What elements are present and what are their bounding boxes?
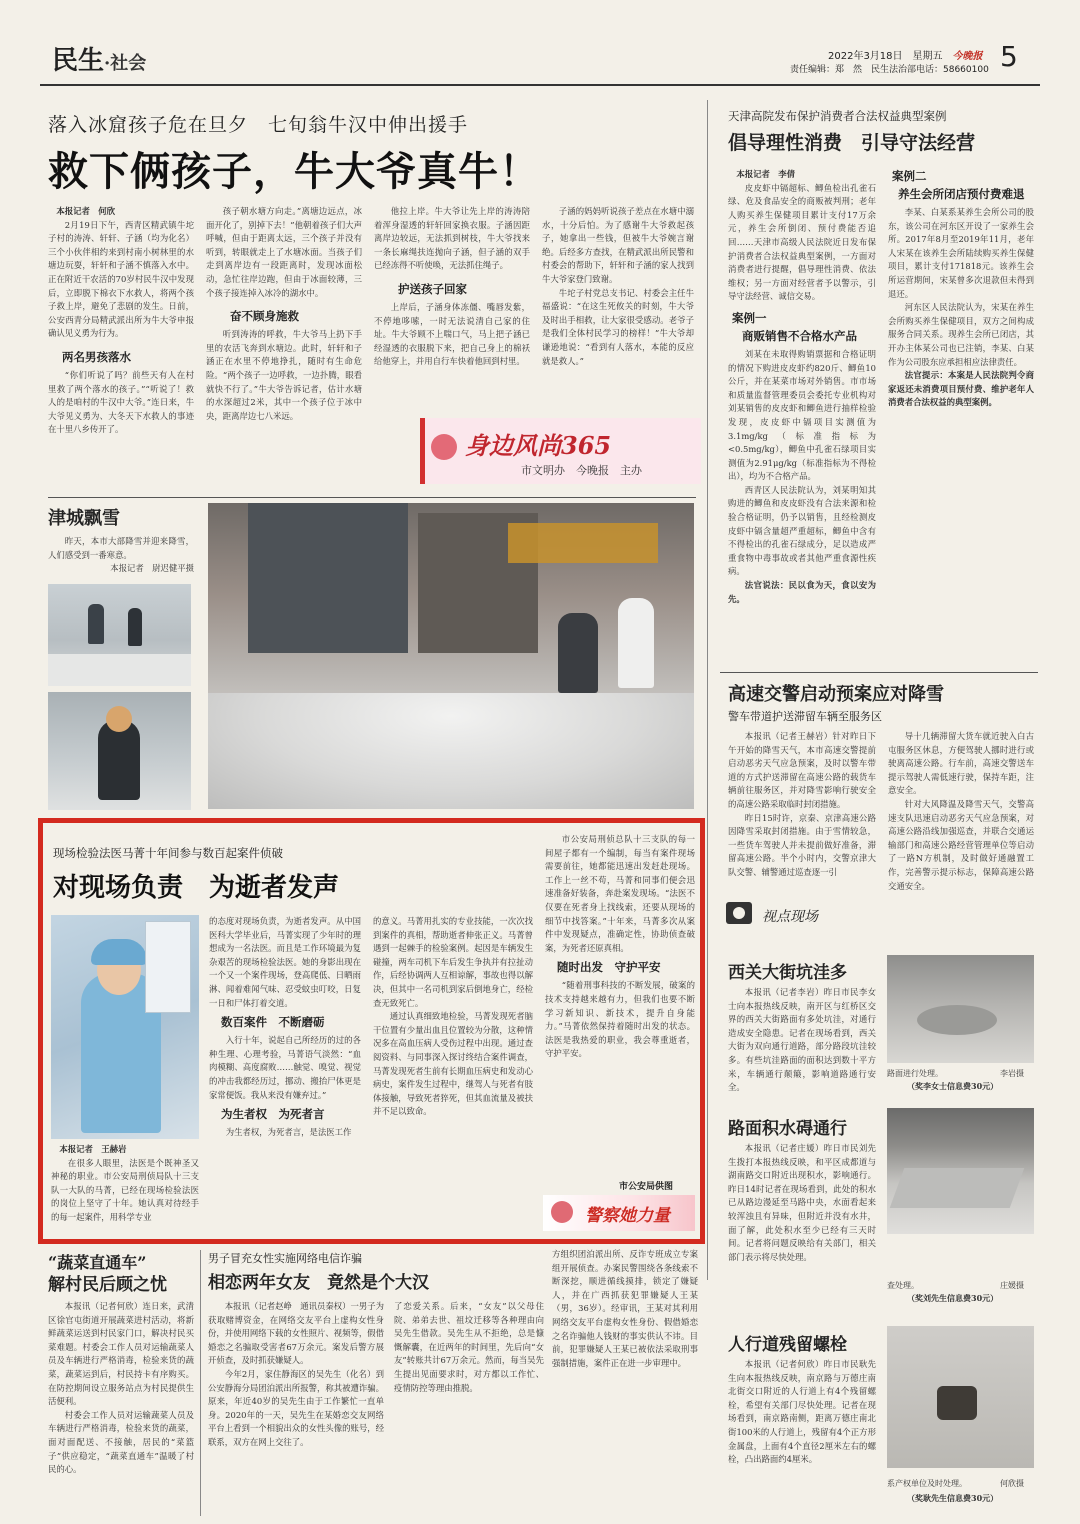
case2-text: 李某、白某系某养生会所公司的股东，该公司在河东区开设了一家养生会所。2017年8月至2019年11月，老年人宋某在该养生会所陆续购买养生保健项目，累计支付171818元。该养生会所运营期间，宋某曾多次退款但未得到退还。 (888, 207, 1034, 299)
scene-label-text: 视点现场 (762, 909, 818, 925)
highway-subhead: 警车带道护送滞留车辆至服务区 (728, 710, 882, 723)
case1-text: 刘某在未取得购销票据和合格证明的情况下购进皮皮虾约820斤、鲫鱼10公斤，并在某菜市场对外销售。市市场和质量监督管理委员会委托专业机构对刘某销售的皮皮虾和鲫鱼进行抽样检验发现，皮皮虾中镉项目实测值为3.1mg/kg（标准指标为<0.5mg/kg），鲫鱼中孔雀石绿项目实测值为2.91μg/kg（标准指标为不得检出），均为不合格产品。 (728, 348, 876, 482)
case1-text2: 西青区人民法院认为，刘某明知其购进的鲫鱼和皮皮虾没有合法来源和检验合格证明，仍予以销售，且经检测皮皮虾中镉含量超严重超标，鲫鱼中含有不得检出的孔雀石绿成分，足以造成严重食物中毒事故或者其他严重食源性疾病。 (728, 484, 876, 577)
police-col1b: 入行十年，说起自己所经历的过的各种生理、心理考验，马菁语气淡然：“血肉模糊、高度腐败……触觉、嗅觉、视觉的冲击我都经历过，挪动、搬抬尸体更是家常便饭。我从来没有嫌弃过。” (209, 1035, 361, 1100)
veg-text2: 村委会工作人员对运输蔬菜人员及车辆进行严格消毒，检验来货的蔬菜，面对面配送、不接触，居民的“菜篮子”供应稳定，“蔬菜直通车”温暖了村民的心。 (48, 1409, 194, 1475)
veg-text: 本报讯（记者何欣）连日来，武清区徐官屯街道开展蔬菜进村活动，将新鲜蔬菜运送到村民家门口，解决村民买菜难题。村委会工作人员对运输蔬菜人员及车辆进行严格消毒，检验来货的蔬菜，蔬菜运到后，村民持卡有序购买。在防控期间设立服务站点为村民提供生活便利。 (48, 1301, 194, 1407)
issue-date: 2022年3月18日 (828, 51, 903, 62)
lead-col3-text: 他拉上岸。牛大爷让先上岸的涛涛陪着浑身湿透的轩轩回家换衣服。子涵因距离岸边较远，无法抓到树枝，牛大爷找来一条长麻绳扶连抛向子涵，但子涵的双手已经冻得不听使唤，无法抓住绳子。 (374, 206, 530, 271)
police-reporter: 本报记者 王赫岩 (59, 1144, 127, 1154)
consumer-intro: 皮皮虾中镉超标、鲫鱼检出孔雀石绿、危及食品安全的商贩被判刑；老年人购买养生保健项目累计支付17万余元，养生会所倒闭、预付费能否追回……天津市高级人民法院近日发布保护消费者合法权益典型案例，一方面对消费者进行提醒，倡导理性消费、依法维权；另一方面对经营者予以警示，引导守法经营、诚信交易。 (728, 182, 876, 302)
jishui-credit: 庄媛摄 (1000, 1281, 1024, 1290)
lead-col-2 (206, 205, 362, 423)
issue-weekday: 星期五 (912, 51, 943, 62)
highway-text-1: 本报讯（记者王赫岩）针对昨日下午开始的降雪天气，本市高速交警提前启动恶劣天气应急预案，及时以警车带道的方式护送滞留在高速公路的载货车辆前往服务区，并对降雪影响行驶安全的高速公路采取临时封闭措施。 (728, 731, 876, 809)
police-intro: 在很多人眼里，法医是个既神圣又神秘的职业。市公安局刑侦局队十三支队一大队的马菁，已经在现场检验法医的岗位上坚守了十年。她认真对待经手的每一起案件，用科学专业 (51, 1157, 199, 1222)
highway-col-1 (728, 730, 876, 882)
luoshuan-photo (887, 1326, 1034, 1468)
snow-photo-street (48, 584, 191, 686)
page-header (0, 0, 1080, 92)
police-col2b: 通过认真细致地检验，马菁发现死者脑干位置有少量出血且位置较为分散，这种情况多在高血压病人受伤过程中出现。通过查阅资料、与同事深入探讨终结合案件调查，马菁发现死者生前有长期血压病史和发动心病史，案件发生过程中，继驾人与死者有肢体接触，导致死者猝死，但其血流量及被扶并不足以致命。 (373, 1011, 533, 1117)
case1-title: 商贩销售不合格水产品 (742, 328, 857, 343)
lead-kicker: 落入冰窟孩子危在旦夕 七旬翁牛汉中伸出援手 (48, 114, 469, 136)
banner-365-ribbon (431, 434, 457, 460)
paper-name: 今晚报 (952, 51, 983, 62)
jishui-body (728, 1142, 876, 1306)
police-subhead-2: 为生者权 为死者言 (221, 1107, 325, 1122)
case1-label: 案例一 (732, 310, 767, 325)
police-intro-block (51, 1143, 199, 1225)
police-col-2 (373, 915, 533, 1235)
snow-credit: 本报记者 尉迟健平摄 (110, 563, 194, 574)
xidajie-title: 西关大街坑洼多 (728, 963, 847, 983)
lead-col2-text2: 听到涛涛的呼救，牛大爷马上扔下手里的农活飞奔到水塘边。此时，轩轩和子涵正在水里不停地挣扎，随时有生命危险。“两个孩子一边呼救，一边扑腾，眼看就快不行了。”牛大爷告诉记者，估计水塘的水深超过2米，其中一个孩子位于冰中央，距离岸边七八米远。 (206, 329, 362, 421)
police-badge-text: 警察她力量 (585, 1206, 670, 1226)
banner-365-title: 身边风尚365 (465, 431, 612, 460)
highway-text-3: 导十几辆滞留大货车就近驶入白古屯服务区休息，方便驾驶人挪时进行或驶离高速公路。行车前，高速交警送车提示驾驶人需低速行驶，保持车距，注意安全。 (888, 731, 1034, 796)
lead-col2-text: 孩子朝水塘方向走。”离塘边远点，冰面开化了，别掉下去！”他朝着孩子们大声呼喊，但由于距离太远，三个孩子并没有听到，转眼就走上了水塘冰面。当孩子们走到离岸边有一段距离时，发现冰面松动，急忙往岸边跑，但由于冰面较薄，三个孩子接连掉入冰冷的湖水中。 (206, 206, 362, 298)
header-date (828, 47, 983, 62)
police-col1: 的态度对现场负责，为逝者发声。从中国医科大学毕业后，马菁实现了少年时的理想成为一名法医。而且是工作环境最为复杂艰苦的现场检验法医。她的身影出现在一个又一个案件现场，登高爬低、日晒雨淋、闻着难闻气味、忍受蚊虫叮咬，日复一日和尸体打着交道。 (209, 916, 361, 1008)
snow-caption-block (48, 535, 194, 576)
police-badge-ribbon-icon (551, 1201, 573, 1223)
lead-col-3 (374, 205, 530, 369)
consumer-col-2 (888, 168, 1034, 688)
police-feature-box (38, 818, 705, 1244)
section-title: 民生·社会 (52, 46, 147, 76)
jishui-photo (887, 1108, 1034, 1234)
fraud-col-1 (208, 1300, 384, 1518)
police-col-3 (545, 833, 695, 1193)
bottom-divider (200, 1250, 201, 1516)
section-name: 民生 (52, 46, 105, 76)
snow-section-title: 津城飘雪 (48, 508, 120, 529)
consumer-headline: 倡导理性消费 引导守法经营 (728, 132, 976, 154)
snow-photo-car-roof (208, 503, 694, 809)
lead-headline: 救下俩孩子，牛大爷真牛！ (48, 148, 540, 195)
jishui-award: （奖刘先生信息费30元） (907, 1293, 999, 1303)
xidajie-text: 本报讯（记者李岩）昨日市民李女士向本报热线反映，南开区与红桥区交界的西关大街路面有多处坑洼，对通行造成安全隐患。记者在现场看到，西关大街为双向通行道路，部分路段坑洼较多。有些坑洼路面的面积达到数十平方米，车辆通行颠簸，影响道路通行安全。 (728, 987, 876, 1093)
veg-kicker: “蔬菜直通车” (48, 1253, 147, 1272)
xidajie-credit: 李岩摄 (1000, 1069, 1024, 1078)
highway-text-2: 昨日15时许，京秦、京津高速公路因降雪采取封闭措施。由于雪情较急，一些货车驾驶人并未提前做好准备，滞留高速公路。半个小时内，交警京津大队交警、辅警通过巡查逐一引 (728, 812, 876, 877)
police-subhead-1: 数百案件 不断磨砺 (221, 1015, 325, 1030)
fraud-col-3 (552, 1248, 698, 1518)
highway-text-4: 针对大风降温及降雪天气，交警高速支队迅速启动恶劣天气应急预案，对高速公路沿线加强巡查，并联合交通运输部门和高速公路经营管理单位等启动了一路N方机制，及时做好通融置工作，完善警示提示标志，保障高速公路交通安全。 (888, 798, 1034, 891)
xidajie-caption: 路面进行处理。 (887, 1069, 943, 1078)
lead-subhead-1: 两名男孩落水 (62, 349, 131, 364)
police-col3: 市公安局刑侦总队十三支队的每一间屋子都有一个编制，每当有案件现场需要前往，她都能迅速出发赶赴现场。工作上一丝不苟，马菁和同事们便会迅速准备好装备，奔赴案发现场。“法医不仅要在死者身上找线索，还要从现场的细节中找答案。”十年来，马菁多次从案件中发现疑点，准确定性，协助侦查破案，为死者还原真相。 (545, 834, 695, 953)
jishui-text: 本报讯（记者庄媛）昨日市民刘先生拨打本报热线反映，和平区成都道与湖南路交口附近出现积水，影响通行。昨日14时记者在现场看到，此处的积水已从路边漫延至马路中央，水面看起来较浑浊且有异味，但附近并没有水井，面了解，此处积水至少已经有三天时间。记者将问题反映给有关部门，相关部门表示将尽快处理。 (728, 1143, 876, 1262)
consumer-kicker: 天津高院发布保护消费者合法权益典型案例 (728, 109, 947, 123)
lead-col1-text2: “你们听说了吗？前些天有人在村里救了两个落水的孩子。”“听说了！救人的是咱村的牛汉中大爷。”连日来，牛大爷见义勇为、大冬天下水救人的事迹在十里八乡传开了。 (48, 369, 194, 435)
case2-label: 案例二 (892, 169, 927, 183)
banner-365-subtitle: 市文明办 今晚报 主办 (521, 464, 642, 477)
fraud-text-4: 方组织团泊派出所、反诈专班成立专案组开展侦查。办案民警围绕各条线索不断深挖，顺进循线摸排，锁定了嫌疑人，并在广西抓获犯罪嫌疑人王某（男，36岁）。经审讯，王某对其利用网络交友平台虚构女性身份、假借婚恋之名诈骗他人钱财的事实供认不讳。目前，犯罪嫌疑人王某已被依法采取刑事强制措施，案件正在进一步审理中。 (552, 1249, 698, 1368)
lead-col4-text: 子涵的妈妈听说孩子差点在水塘中溺水，十分后怕。为了感谢牛大爷救起孩子，她拿出一些钱，但被牛大爷婉言谢绝。后经多方查找，在精武派出所民警和村委会的帮助下，轩轩和子涵的家人找到牛大爷家登门致谢。 (542, 206, 694, 284)
luoshuan-title: 人行道残留螺栓 (728, 1335, 847, 1355)
xidajie-photo (887, 955, 1034, 1063)
lead-col3-text2: 上岸后，子涵身体冻僵、嘴唇发紫，不停地哆嗦，一时无法说清自己家的住址。牛大爷顾不上喘口气，马上把子涵已经湿透的衣服脱下来，把自己身上的棉袄给他穿上，并用自行车快着他回到村里。 (374, 301, 530, 367)
fraud-headline: 相恋两年女友 竟然是个大汉 (208, 1273, 429, 1293)
fraud-col-2 (394, 1300, 544, 1518)
snow-photo-pedestrian (48, 692, 191, 810)
editor-line: 责任编辑：郑 然 民生法治部电话：58660100 (790, 65, 989, 75)
luoshuan-body (728, 1358, 876, 1518)
lead-reporter: 本报记者 何欣 (56, 206, 116, 216)
consumer-reporter: 本报记者 李倩 (736, 169, 796, 179)
police-subhead-3: 随时出发 守护平安 (557, 960, 661, 975)
consumer-col-1 (728, 168, 876, 688)
case1-judge-note: 法官说法：民以食为天，食以安为先。 (728, 580, 876, 604)
police-col2: 的意义。马菁用扎实的专业技能，一次次找到案件的真相，帮助逝者伸张正义。马菁曾遇到一起棘手的检验案例。起因是车辆发生碰撞，两车司机下车后发生争执并有拉扯动作，后经协调两人互相谅解，事故也得以解决，但其中一名司机到家后倒地身亡，经检查无致死亡。 (373, 916, 533, 1008)
lead-subhead-3: 护送孩子回家 (398, 281, 467, 296)
fraud-kicker: 男子冒充女性实施网络电信诈骗 (208, 1252, 362, 1265)
luoshuan-caption: 系产权单位及时处理。 (887, 1479, 967, 1488)
police-col3b: “随着刑事科技的不断发展，破案的技术支持越来越有力，但我们也要不断学习新知识、新技术，提升自身能力。”马菁依然保持着随时出发的状态。法医是我热爱的职业，我会尊重逝者，守护平安。 (545, 980, 695, 1059)
xidajie-body (728, 986, 876, 1118)
case2-text2: 河东区人民法院认为，宋某在养生会所购买养生保健项目，双方之间构成服务合同关系。现养生会所已闭店，其开办主体某公司也已注销，李某、白某作为公司股东应承担相应法律责任。 (888, 302, 1034, 367)
fraud-text-3: 了恋爱关系。后来，“女友”以父母住院、弟弟去世、祖坟迁移等各种理由向吴先生借款。吴先生从不拒绝，总是慷慨解囊，在近两年的时间里，先后向“女友”转账共计67万余元。然而，每当吴先生提出见面要求时，对方都以工作忙、疫情防控等理由推脱。 (394, 1301, 544, 1393)
jishui-caption: 查处理。 (887, 1281, 919, 1290)
luoshuan-text: 本报讯（记者何欣）昨日市民耿先生向本报热线反映，南京路与万德庄南北街交口附近的人行道上有4个残留螺栓，希望有关部门尽快处理。记者在现场看到，南京路南侧，距离万德庄南北街100米的人行道上，残留有4个正方形金属盘，上面有4个直径2厘米左右的螺栓，凸出路面约4厘米。 (728, 1359, 876, 1465)
xidajie-award: （奖李女士信息费30元） (907, 1081, 999, 1091)
fraud-text-1: 本报讯（记者赵峥 通讯员秦权）一男子为获取赌博资金，在网络交友平台上虚构女性身份，并使用网络下载的女性照片、视频等，假借婚恋之名骗取受害者67万余元。案发后警方展开侦查，及时抓获嫌疑人。 (208, 1301, 384, 1366)
scene-section-label (720, 896, 870, 936)
police-col-1 (209, 915, 361, 1235)
police-badge (543, 1195, 695, 1231)
police-headline: 对现场负责 为逝者发声 (53, 873, 340, 903)
veg-body (48, 1300, 194, 1518)
lead-col-1 (48, 205, 194, 437)
lead-col-4 (542, 205, 694, 415)
snow-news-rule (720, 672, 1038, 673)
highway-headline: 高速交警启动预案应对降雪 (728, 684, 944, 705)
fraud-text-2: 今年2月，家住静海区的吴先生（化名）到公安静海分局团泊派出所报警，称其被遭诈骗。原来，年近40岁的吴先生由于工作繁忙一直单身。2020年的一天，吴先生在某婚恋交友网络平台上看到一个相貌出众的女性头像的账号，经联系，双方在网上交往了。 (208, 1368, 384, 1447)
banner-365 (420, 418, 701, 484)
police-photo-credit: 市公安局供图 (619, 1182, 674, 1192)
header-rule (40, 84, 1040, 86)
case2-judge-note: 法官提示：本案是人民法院判令商家返还未消费项目预付费、维护老年人消费者合法权益的典型案例。 (888, 370, 1034, 408)
page-number: 5 (1000, 40, 1018, 73)
lead-subhead-2: 奋不顾身施救 (230, 309, 299, 324)
luoshuan-credit: 何欣摄 (1000, 1479, 1024, 1488)
snow-caption: 昨天，本市大部降雪并迎来降雪，人们感受到一番寒意。 (48, 536, 194, 560)
lead-col4-text2: 牛坨子村党总支书记、村委会主任牛福盛说：“在这生死攸关的时刻，牛大爷及时出手相救，让大家很受感动。老爷子是我们全体村民学习的榜样！”牛大爷却谦逊地说：“看到有人落水，本能的反应就是救人。” (542, 287, 694, 366)
luoshuan-award: （奖耿先生信息费30元） (907, 1493, 999, 1503)
police-kicker: 现场检验法医马菁十年间参与数百起案件侦破 (53, 846, 283, 860)
police-col1c: 为生者权，为死者言，是法医工作 (225, 1127, 352, 1138)
veg-headline: 解村民后顾之忧 (48, 1275, 167, 1295)
jishui-title: 路面积水碍通行 (728, 1119, 847, 1139)
camera-icon (726, 902, 752, 924)
highway-col-2 (888, 730, 1034, 891)
police-photo (51, 915, 199, 1139)
subsection-name: 社会 (110, 53, 147, 74)
snow-section-rule (48, 497, 696, 498)
case2-title: 养生会所闭店预付费难退 (898, 187, 1025, 201)
column-divider (707, 100, 708, 1280)
lead-col1-text: 2月19日下午，西青区精武镇牛坨子村的涛涛、轩轩、子涵（均为化名）三个小伙伴相约来到村南小树林里的水塘边玩耍，轩轩和子涵不慎落入水中。正在附近干农活的70岁村民牛汉中发现后，立即脱下棉衣下水救人，将两个孩子救上岸，避免了悲剧的发生。日前，公安西青分局精武派出所为牛大爷申报确认见义勇为行为。 (48, 219, 194, 339)
